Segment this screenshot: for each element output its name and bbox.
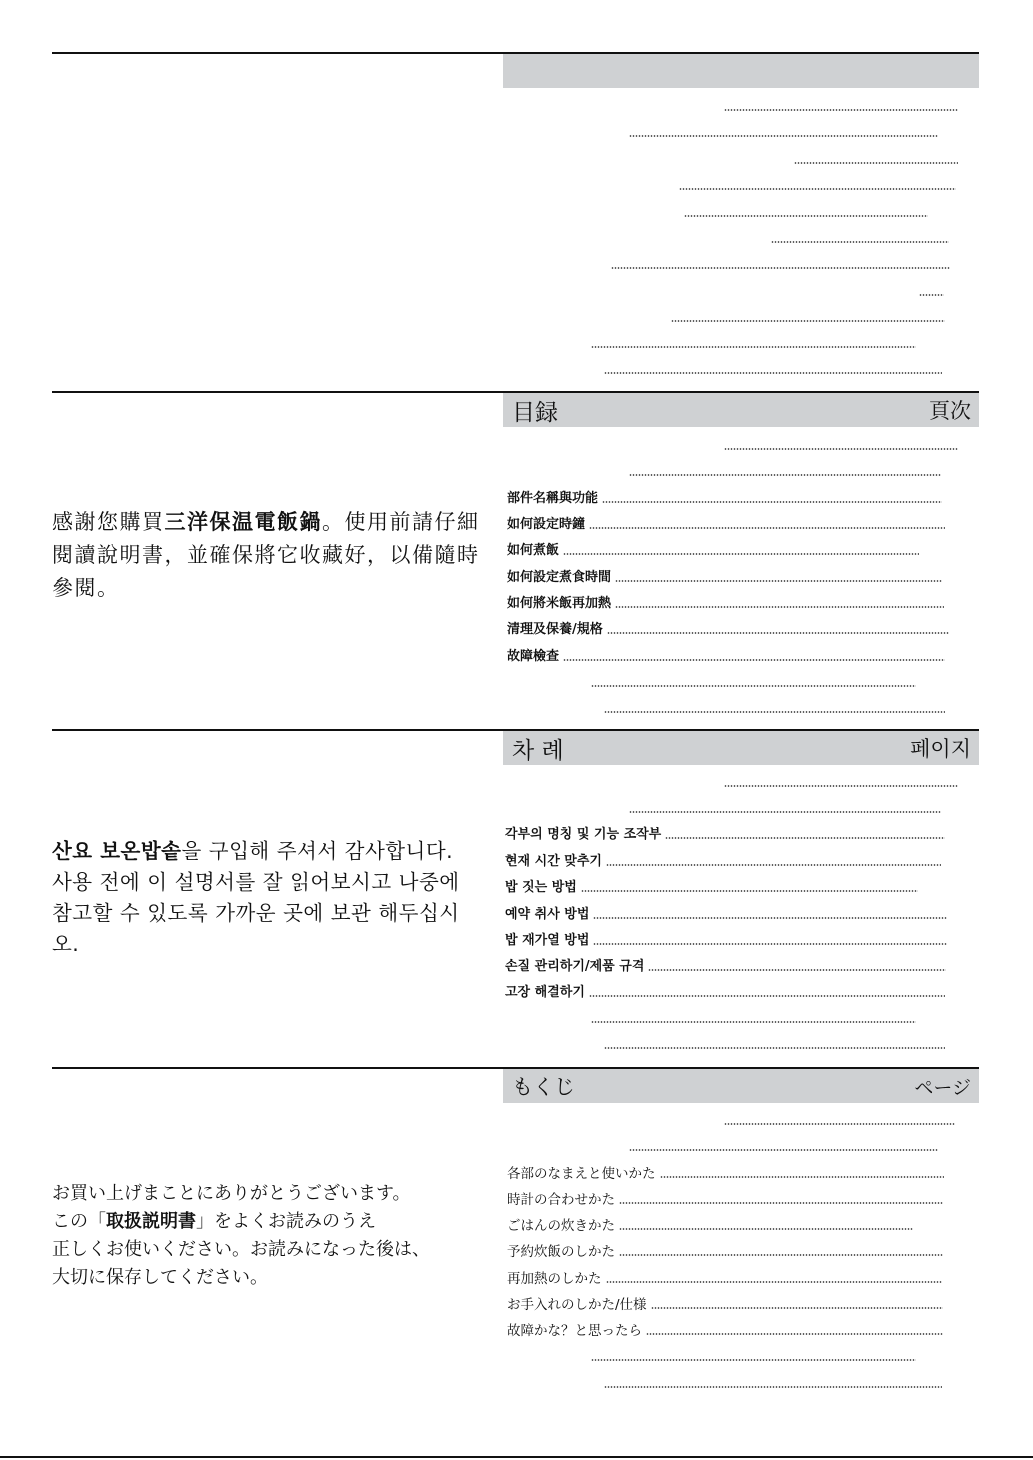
- toc-entry: [680, 202, 928, 222]
- leader-dots: [671, 318, 945, 324]
- leader-dots: [602, 499, 942, 505]
- leader-dots: [619, 1252, 943, 1258]
- toc-entry: [607, 254, 950, 274]
- leader-dots: [604, 709, 945, 715]
- toc-entry: お手入れのしかた/仕様: [507, 1294, 943, 1314]
- toc-entry: 밥 짓는 방법: [505, 877, 918, 897]
- leader-dots: [724, 1121, 955, 1127]
- toc-entry: 各部のなまえと使いかた: [507, 1163, 944, 1183]
- leader-dots: [919, 292, 944, 298]
- leader-dots: [591, 1019, 916, 1025]
- toc-entry: 如何設定時鐘: [507, 514, 945, 534]
- toc-header: [503, 393, 979, 427]
- toc-entry: [675, 175, 956, 195]
- leader-dots: [591, 1357, 916, 1363]
- leader-dots: [611, 265, 950, 271]
- leader-dots: [615, 604, 944, 610]
- intro-text: 산요 보온밥솥을 구입해 주셔서 감사합니다. 사용 전에 이 설명서를 잘 읽어보시고 나중에 참고할 수 있도록 가까운 곳에 보관 해두십시오.: [52, 839, 460, 956]
- leader-dots: [593, 941, 947, 947]
- toc-title: 目録: [512, 399, 558, 426]
- toc-entry: 예약 취사 방법: [505, 904, 947, 924]
- leader-dots: [684, 213, 928, 219]
- toc-header: [503, 1069, 979, 1103]
- toc-entry: [625, 1136, 938, 1156]
- toc-entry: [587, 672, 916, 692]
- toc-page-heading: ページ: [914, 1076, 971, 1099]
- leader-dots: [724, 446, 958, 452]
- leader-dots: [606, 862, 941, 868]
- toc-entry: 如何煮飯: [507, 540, 919, 560]
- toc-entry: 故障檢查: [507, 646, 945, 666]
- leader-dots: [604, 1384, 942, 1390]
- toc-entry: 각부의 명칭 및 기능 조작부: [505, 824, 945, 844]
- leader-dots: [679, 186, 956, 192]
- product-name: 三洋保温電飯鍋: [164, 510, 322, 534]
- leader-dots: [619, 1200, 943, 1206]
- toc-entry: [790, 149, 958, 169]
- leader-dots: [604, 1045, 945, 1051]
- toc-entry: 再加熱のしかた: [507, 1268, 942, 1288]
- leader-dots: [724, 783, 958, 789]
- leader-dots: [794, 160, 958, 166]
- toc-entry: 時計の合わせかた: [507, 1189, 943, 1209]
- toc-entry: 如何將米飯再加熱: [507, 593, 944, 613]
- intro-text: 感謝您購買三洋保温電飯鍋。使用前請仔細閱讀說明書，並確保將它收藏好，以備隨時參閱。: [52, 510, 480, 600]
- toc-entry: [587, 1346, 916, 1366]
- toc-entry: 고장 해결하기: [505, 982, 945, 1002]
- toc-entry: [720, 772, 958, 792]
- leader-dots: [629, 133, 938, 139]
- toc-page-heading: 페이지: [910, 737, 971, 761]
- toc-entry: 清理及保養/規格: [507, 619, 949, 639]
- leader-dots: [629, 1147, 938, 1153]
- toc-entry: [767, 228, 949, 248]
- toc-entry: ごはんの炊きかた: [507, 1215, 913, 1235]
- toc-entry: [600, 359, 942, 379]
- toc-entry: [625, 122, 938, 142]
- leader-dots: [724, 107, 958, 113]
- leader-dots: [606, 1279, 943, 1285]
- toc-page-heading: 頁次: [929, 399, 971, 423]
- toc-entry: 部件名稱與功能: [507, 488, 942, 508]
- leader-dots: [581, 888, 918, 894]
- leader-dots: [607, 630, 949, 636]
- toc-entry: 如何設定煮食時間: [507, 567, 942, 587]
- toc-entry: [600, 698, 945, 718]
- leader-dots: [629, 809, 941, 815]
- toc-header: [503, 731, 979, 765]
- toc-entry: 현재 시간 맞추기: [505, 851, 941, 871]
- toc-entry: [625, 798, 941, 818]
- leader-dots: [591, 683, 916, 689]
- toc-title: もくじ: [512, 1075, 575, 1099]
- leader-dots: [563, 551, 919, 557]
- manual-name: 取扱説明書: [106, 1211, 196, 1232]
- toc-entry: [625, 461, 941, 481]
- toc-entry: [587, 1008, 916, 1028]
- leader-dots: [646, 1331, 943, 1337]
- toc-entry: [720, 1110, 955, 1130]
- toc-entry: [720, 96, 958, 116]
- leader-dots: [615, 578, 942, 584]
- toc-entry: 予約炊飯のしかた: [507, 1241, 943, 1261]
- leader-dots: [665, 835, 945, 841]
- leader-dots: [629, 472, 941, 478]
- leader-dots: [591, 344, 916, 350]
- toc-entry: [915, 281, 944, 301]
- toc-entry: [720, 435, 958, 455]
- leader-dots: [660, 1174, 945, 1180]
- leader-dots: [648, 967, 946, 973]
- leader-dots: [619, 1226, 913, 1232]
- leader-dots: [589, 993, 945, 999]
- leader-dots: [593, 915, 947, 921]
- leader-dots: [563, 657, 945, 663]
- leader-dots: [651, 1305, 943, 1311]
- toc-entry: 밥 재가열 방법: [505, 930, 947, 950]
- toc-entry: 손질 관리하기/제품 규격: [505, 956, 946, 976]
- leader-dots: [771, 239, 949, 245]
- leader-dots: [604, 370, 942, 376]
- toc-entry: [667, 307, 945, 327]
- toc-entry: [587, 333, 916, 353]
- toc-entry: [600, 1373, 942, 1393]
- toc-title: 차 례: [512, 737, 564, 764]
- product-name: 산요 보온밥솥: [52, 839, 182, 863]
- page-bottom-rule: [0, 1456, 1033, 1458]
- toc-header: [503, 54, 979, 88]
- intro-text: お買い上げまことにありがとうございます。 この「取扱説明書」をよくお読みのうえ 正しくお使いください。お読みになった後は、 大切に保存してください。: [52, 1183, 430, 1288]
- toc-entry: 故障かな？と思ったら: [507, 1320, 943, 1340]
- leader-dots: [589, 525, 945, 531]
- toc-entry: [600, 1034, 945, 1054]
